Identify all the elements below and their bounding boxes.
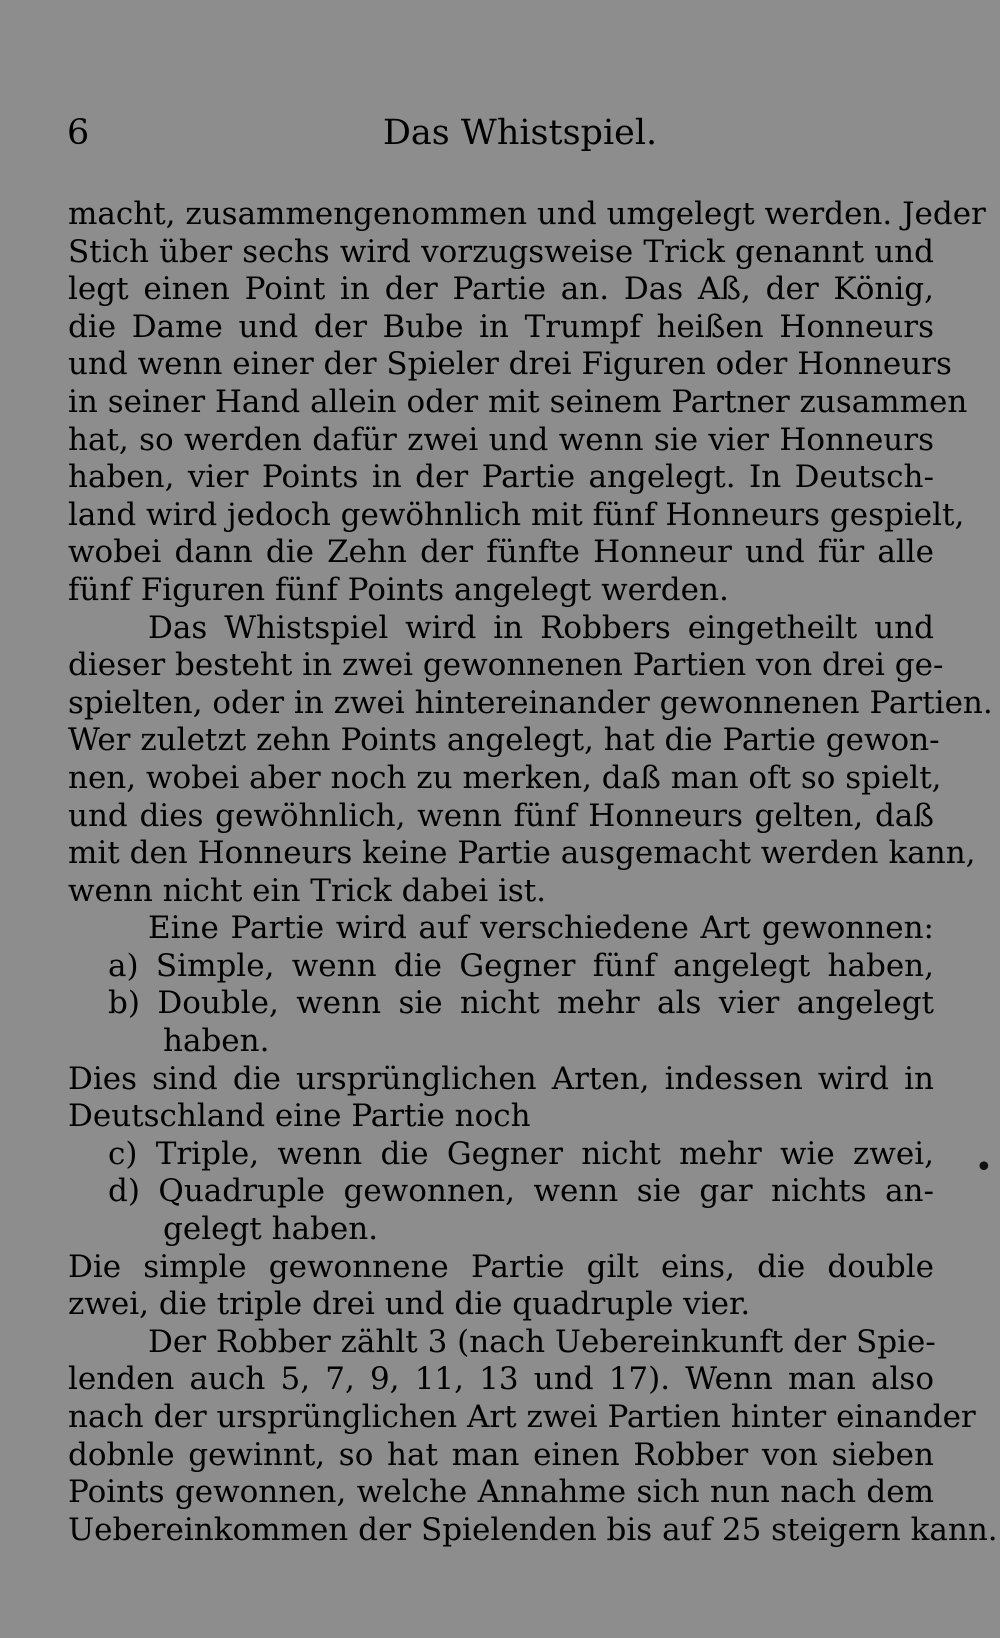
text-line: Eine Partie wird auf verschiedene Art gewonnen:	[148, 910, 934, 947]
text-line: mit den Honneurs keine Partie ausgemacht werden kann,	[68, 835, 976, 872]
text-line: Das Whistspiel wird in Robbers eingetheilt und	[148, 609, 934, 646]
text-line: macht, zusammengenommen und umgelegt werden. Jeder	[68, 196, 986, 232]
text-line: lenden auch 5, 7, 9, 11, 13 und 17). Wenn man also	[68, 1361, 934, 1398]
text-line: dieser besteht in zwei gewonnenen Partien von drei ge-	[68, 647, 944, 684]
text-line: dobnle gewinnt, so hat man einen Robber von sieben	[68, 1436, 934, 1473]
text-line: Dies sind die ursprünglichen Arten, indessen wird in	[68, 1060, 934, 1097]
text-line: die Dame und der Bube in Trumpf heißen Honneurs	[68, 308, 934, 345]
text-line: Wer zuletzt zehn Points angelegt, hat die Partie gewon-	[68, 722, 940, 759]
running-title: Das Whistspiel.	[382, 113, 658, 153]
text-line: zwei, die triple drei und die quadruple vier.	[68, 1286, 751, 1323]
text-line: Die simple gewonnene Partie gilt eins, die double	[68, 1248, 934, 1285]
text-line: fünf Figuren fünf Points angelegt werden.	[68, 571, 729, 608]
text-line: land wird jedoch gewöhnlich mit fünf Honneurs gespielt,	[68, 496, 965, 533]
text-line: wobei dann die Zehn der fünfte Honneur und für alle	[68, 534, 934, 571]
text-line: in seiner Hand allein oder mit seinem Partner zusammen	[68, 383, 968, 420]
text-line: haben, vier Points in der Partie angelegt. In Deutsch-	[68, 459, 934, 496]
text-line: und wenn einer der Spieler drei Figuren oder Honneurs	[68, 346, 952, 383]
text-line: spielten, oder in zwei hintereinander gewonnenen Partien.	[68, 684, 993, 721]
text-line: haben.	[163, 1023, 270, 1060]
text-line: Der Robber zählt 3 (nach Uebereinkunft der Spie-	[148, 1323, 936, 1360]
text-line: Deutschland eine Partie noch	[68, 1098, 531, 1135]
running-head	[0, 110, 1000, 156]
text-line: Uebereinkommen der Spielenden bis auf 25 steigern kann.	[68, 1511, 998, 1548]
text-line: d) Quadruple gewonnen, wenn sie gar nichts an-	[108, 1173, 934, 1210]
text-line: wenn nicht ein Trick dabei ist.	[68, 872, 547, 909]
text-line: Points gewonnen, welche Annahme sich nun nach dem	[68, 1474, 934, 1511]
text-line: b) Double, wenn sie nicht mehr als vier angelegt	[108, 985, 934, 1022]
text-line: c) Triple, wenn die Gegner nicht mehr wie zwei,	[108, 1135, 934, 1172]
text-line: Stich über sechs wird vorzugsweise Trick genannt und	[68, 233, 934, 270]
body-text	[68, 196, 998, 1549]
text-line: legt einen Point in der Partie an. Das Aß, der König,	[68, 271, 934, 308]
text-line: nen, wobei aber noch zu merken, daß man oft so spielt,	[68, 759, 942, 796]
text-line: a) Simple, wenn die Gegner fünf angelegt haben,	[108, 947, 934, 984]
print-speck: •	[975, 1150, 993, 1185]
text-line: und dies gewöhnlich, wenn fünf Honneurs gelten, daß	[68, 797, 934, 834]
text-line: nach der ursprünglichen Art zwei Partien hinter einander	[68, 1399, 976, 1435]
text-line: gelegt haben.	[163, 1211, 379, 1248]
page-number: 6	[67, 113, 90, 153]
text-line: hat, so werden dafür zwei und wenn sie vier Honneurs	[68, 421, 934, 458]
